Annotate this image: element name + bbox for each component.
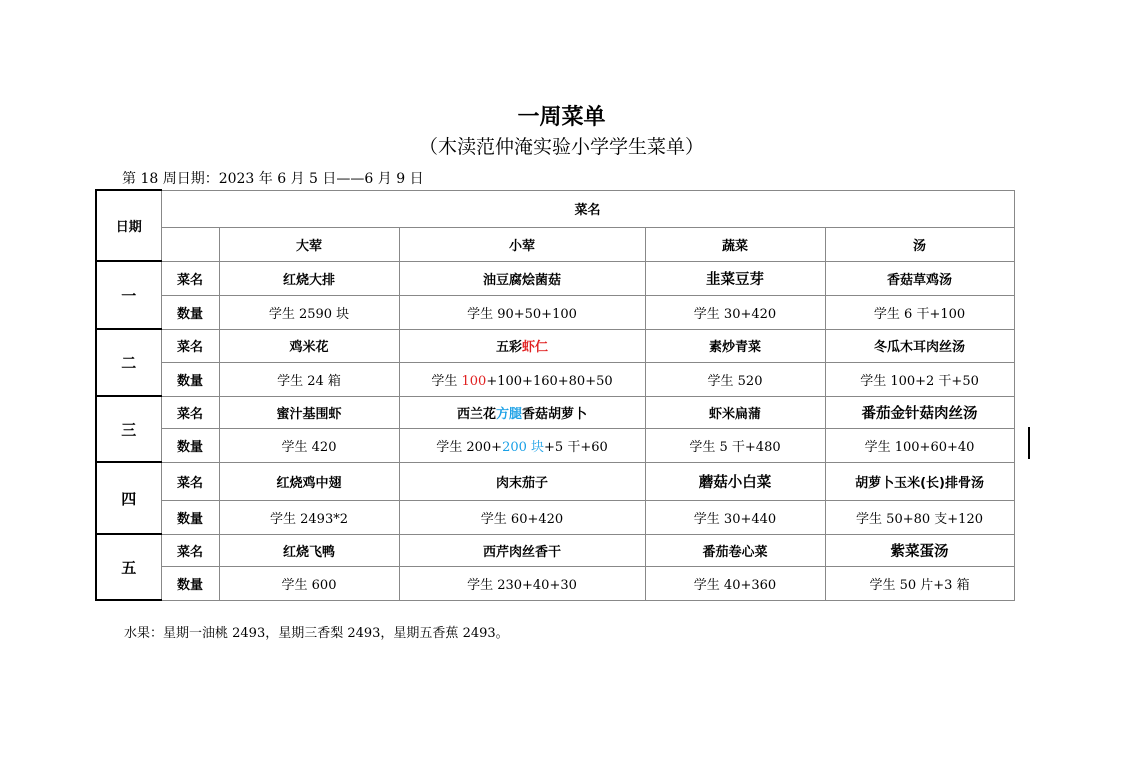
qty-part: +100+160+80+50: [486, 373, 613, 389]
week-date-line: 第 18 周日期：2023 年 6 月 5 日——6 月 9 日: [122, 171, 424, 187]
dish-main-meat: 红烧鸡中翅: [219, 462, 399, 500]
dish-soup: 胡萝卜玉米(长)排骨汤: [825, 462, 1014, 500]
qty-soup: 学生 50 片+3 箱: [825, 566, 1014, 600]
qty-part: 学生: [431, 373, 462, 389]
header-col-main-meat: 大荤: [219, 227, 399, 261]
dish-main-meat: 红烧飞鸭: [219, 534, 399, 566]
qty-soup: 学生 100+60+40: [825, 428, 1014, 462]
dish-soup: 紫菜蛋汤: [825, 534, 1014, 566]
qty-part-highlight: 100: [461, 373, 487, 389]
dish-vegetable: 番茄卷心菜: [645, 534, 825, 566]
row-label-qty: 数量: [161, 428, 219, 462]
header-col-vegetable: 蔬菜: [645, 227, 825, 261]
header-dish-name: 菜名: [161, 190, 1014, 227]
qty-part: +5 干+60: [544, 439, 608, 455]
qty-soup: 学生 6 干+100: [825, 295, 1014, 329]
qty-side-meat: 学生 230+40+30: [399, 566, 645, 600]
header-col-side-meat: 小荤: [399, 227, 645, 261]
dish-part: 五彩: [495, 340, 522, 355]
qty-part: 学生 200+: [436, 439, 503, 455]
dish-side-meat: [399, 329, 645, 362]
qty-main-meat: 学生 600: [219, 566, 399, 600]
qty-side-meat: [399, 362, 645, 396]
row-label-name: 菜名: [161, 329, 219, 362]
header-blank: [161, 227, 219, 261]
dish-part-highlight: 虾仁: [522, 340, 549, 355]
row-label-name: 菜名: [161, 261, 219, 295]
row-label-qty: 数量: [161, 362, 219, 396]
dish-part: 西兰花: [456, 406, 496, 422]
dish-vegetable: 蘑菇小白菜: [645, 462, 825, 500]
dish-side-meat: 油豆腐烩菌菇: [399, 261, 645, 295]
qty-main-meat: 学生 420: [219, 428, 399, 462]
dish-side-meat: 西芹肉丝香干: [399, 534, 645, 566]
qty-main-meat: 学生 2590 块: [219, 295, 399, 329]
dish-vegetable: 素炒青菜: [645, 329, 825, 362]
day-label: 三: [96, 396, 161, 462]
day-label: 五: [96, 534, 161, 600]
header-col-soup: 汤: [825, 227, 1014, 261]
header-date: 日期: [96, 190, 161, 261]
qty-soup: 学生 100+2 干+50: [825, 362, 1014, 396]
qty-vegetable: 学生 520: [645, 362, 825, 396]
qty-vegetable: 学生 30+420: [645, 295, 825, 329]
dish-soup: 香菇草鸡汤: [825, 261, 1014, 295]
dish-main-meat: 红烧大排: [219, 261, 399, 295]
day-label: 四: [96, 462, 161, 534]
text-cursor-mark: [1028, 427, 1030, 459]
qty-part-highlight: 200 块: [502, 439, 545, 455]
dish-side-meat: 肉末茄子: [399, 462, 645, 500]
qty-main-meat: 学生 24 箱: [219, 362, 399, 396]
qty-main-meat: 学生 2493*2: [219, 500, 399, 534]
dish-side-meat: [399, 396, 645, 428]
row-label-qty: 数量: [161, 295, 219, 329]
row-label-name: 菜名: [161, 396, 219, 428]
dish-part: 香菇胡萝卜: [522, 406, 588, 422]
dish-vegetable: 韭菜豆芽: [645, 261, 825, 295]
qty-soup: 学生 50+80 支+120: [825, 500, 1014, 534]
qty-side-meat: [399, 428, 645, 462]
row-label-name: 菜名: [161, 462, 219, 500]
qty-side-meat: 学生 90+50+100: [399, 295, 645, 329]
dish-part-highlight: 方腿: [495, 406, 522, 422]
fruit-note: 水果：星期一油桃 2493，星期三香梨 2493，星期五香蕉 2493。: [124, 626, 509, 641]
dish-main-meat: 蜜汁基围虾: [219, 396, 399, 428]
qty-side-meat: 学生 60+420: [399, 500, 645, 534]
page-title: 一周菜单: [517, 105, 606, 130]
qty-vegetable: 学生 5 干+480: [645, 428, 825, 462]
day-label: 一: [96, 261, 161, 329]
page-subtitle: （木渎范仲淹实验小学学生菜单）: [418, 136, 704, 158]
qty-vegetable: 学生 40+360: [645, 566, 825, 600]
row-label-name: 菜名: [161, 534, 219, 566]
row-label-qty: 数量: [161, 566, 219, 600]
day-label: 二: [96, 329, 161, 396]
dish-main-meat: 鸡米花: [219, 329, 399, 362]
dish-soup: 番茄金针菇肉丝汤: [825, 396, 1014, 428]
dish-vegetable: 虾米扁蒲: [645, 396, 825, 428]
menu-table: [95, 189, 1015, 601]
dish-soup: 冬瓜木耳肉丝汤: [825, 329, 1014, 362]
qty-vegetable: 学生 30+440: [645, 500, 825, 534]
row-label-qty: 数量: [161, 500, 219, 534]
